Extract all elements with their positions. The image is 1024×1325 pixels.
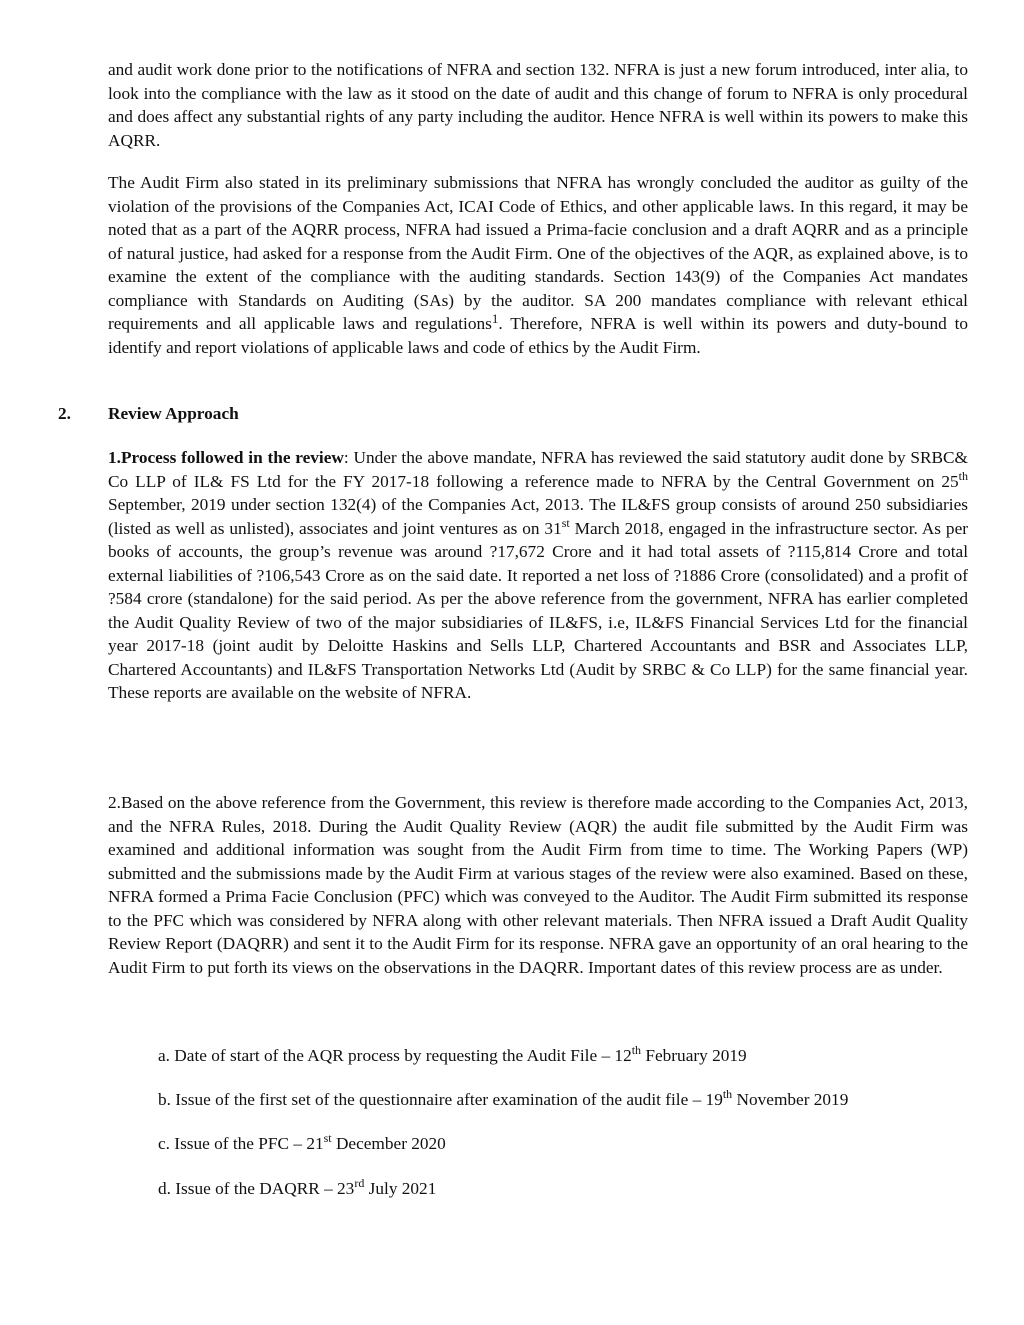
section-heading (58, 402, 239, 426)
paragraph-text: September, 2019 under section 132(4) of the Companies Act, 2013. The IL&FS group consists of around 250 subsidiaries (listed as well as unlisted), associates and joint ventures as on 31 (108, 495, 968, 538)
list-item-date-c (158, 1132, 446, 1156)
paragraph-preliminary-submissions (108, 171, 968, 359)
paragraph-text: March 2018, engaged in the infrastructure sector. As per books of accounts, the group’s revenue was around ?17,672 Crore and it had total assets of ?115,814 Crore and total external liabilities of ?106,543 Crore as on the said date. It reported a net loss of ?1886 Crore (consolidated) and a profit of ?584 crore (standalone) for the said period. As per the above reference from the government, NFRA has earlier completed the Audit Quality Review of two of the major subsidiaries of IL&FS, i.e, IL&FS Financial Services Ltd for the financial year 2017-18 (joint audit by Deloitte Haskins and Sells LLP, Chartered Accountants and BSR and Associates LLP, Chartered Accountants) and IL&FS Transportation Networks Ltd (Audit by SRBC & Co LLP) for the same financial year. These reports are available on the website of NFRA. (108, 518, 969, 702)
paragraph-process-followed (108, 446, 968, 705)
list-item-text: a. Date of start of the AQR process by requesting the Audit File – 12 (158, 1046, 632, 1065)
paragraph-nfra-powers: and audit work done prior to the notifications of NFRA and section 132. NFRA is just a new forum introduced, inter alia, to look into the compliance with the law as it stood on the date of audit and this change of forum to NFRA is only procedural and does affect any substantial rights of any party including the auditor. Hence NFRA is well within its powers to make this AQRR. (108, 60, 968, 150)
paragraph-text: The Audit Firm also stated in its preliminary submissions that NFRA has wrongly concluded the auditor as guilty of the violation of the provisions of the Companies Act, ICAI Code of Ethics, and other applicable laws. In this regard, it may be noted that as a part of the AQRR process, NFRA had issued a Prima-facie conclusion and a draft AQRR and as a principle of natural justice, had asked for a response from the Audit Firm. One of the objectives of the AQR, as explained above, is to examine the extent of the compliance with the auditing standards. Section 143(9) of the Companies Act mandates compliance with Standards on Auditing (SAs) by the auditor. SA 200 mandates compliance with relevant ethical requirements and all applicable laws and regulations (108, 173, 968, 333)
list-item-date-d (158, 1177, 436, 1201)
superscript: th (631, 1043, 642, 1057)
list-item-date-a (158, 1044, 747, 1068)
section-number: 2. (58, 404, 71, 423)
section-title: Review Approach (108, 404, 239, 423)
list-item-text: b. Issue of the first set of the questionnaire after examination of the audit file – 19 (158, 1090, 723, 1109)
superscript: rd (354, 1176, 365, 1190)
paragraph-text: : Under the above mandate, NFRA has reviewed the said statutory audit done by SRBC& Co LLP of IL& FS Ltd for the FY 2017-18 following a reference made to NFRA by the Central Government on 25 (108, 448, 968, 491)
superscript: th (958, 468, 968, 483)
paragraph-lead: 1.Process followed in the review (108, 448, 344, 467)
paragraph-review-basis: 2.Based on the above reference from the Government, this review is therefore made according to the Companies Act, 2013, and the NFRA Rules, 2018. During the Audit Quality Review (AQR) the audit file submitted by the Audit Firm was examined and additional information was sought from the Audit Firm from time to time. The Working Papers (WP) submitted and the submissions made by the Audit Firm at various stages of the review were also examined. Based on these, NFRA formed a Prima Facie Conclusion (PFC) which was conveyed to the Auditor. The Audit Firm submitted its response to the PFC which was considered by NFRA along with other relevant materials. Then NFRA issued a Draft Audit Quality Review Report (DAQRR) and sent it to the Audit Firm for its response. NFRA gave an opportunity of an oral hearing to the Audit Firm to put forth its views on the observations in the DAQRR. Important dates of this review process are as under. (108, 793, 968, 977)
superscript: th (722, 1087, 733, 1101)
list-item-text: d. Issue of the DAQRR – 23 (158, 1179, 355, 1198)
footnote-marker: 1 (491, 311, 499, 326)
list-item-text: December 2020 (331, 1134, 446, 1153)
superscript: st (323, 1131, 332, 1145)
list-item-text: November 2019 (732, 1090, 849, 1109)
list-item-text: c. Issue of the PFC – 21 (158, 1134, 324, 1153)
list-item-text: February 2019 (641, 1046, 747, 1065)
paragraph-text: . Therefore, NFRA is well within its powers and duty-bound to identify and report violations of applicable laws and code of ethics by the Audit Firm. (108, 314, 969, 357)
list-item-text: July 2021 (364, 1179, 437, 1198)
superscript: st (561, 515, 570, 530)
list-item-date-b (158, 1088, 848, 1112)
